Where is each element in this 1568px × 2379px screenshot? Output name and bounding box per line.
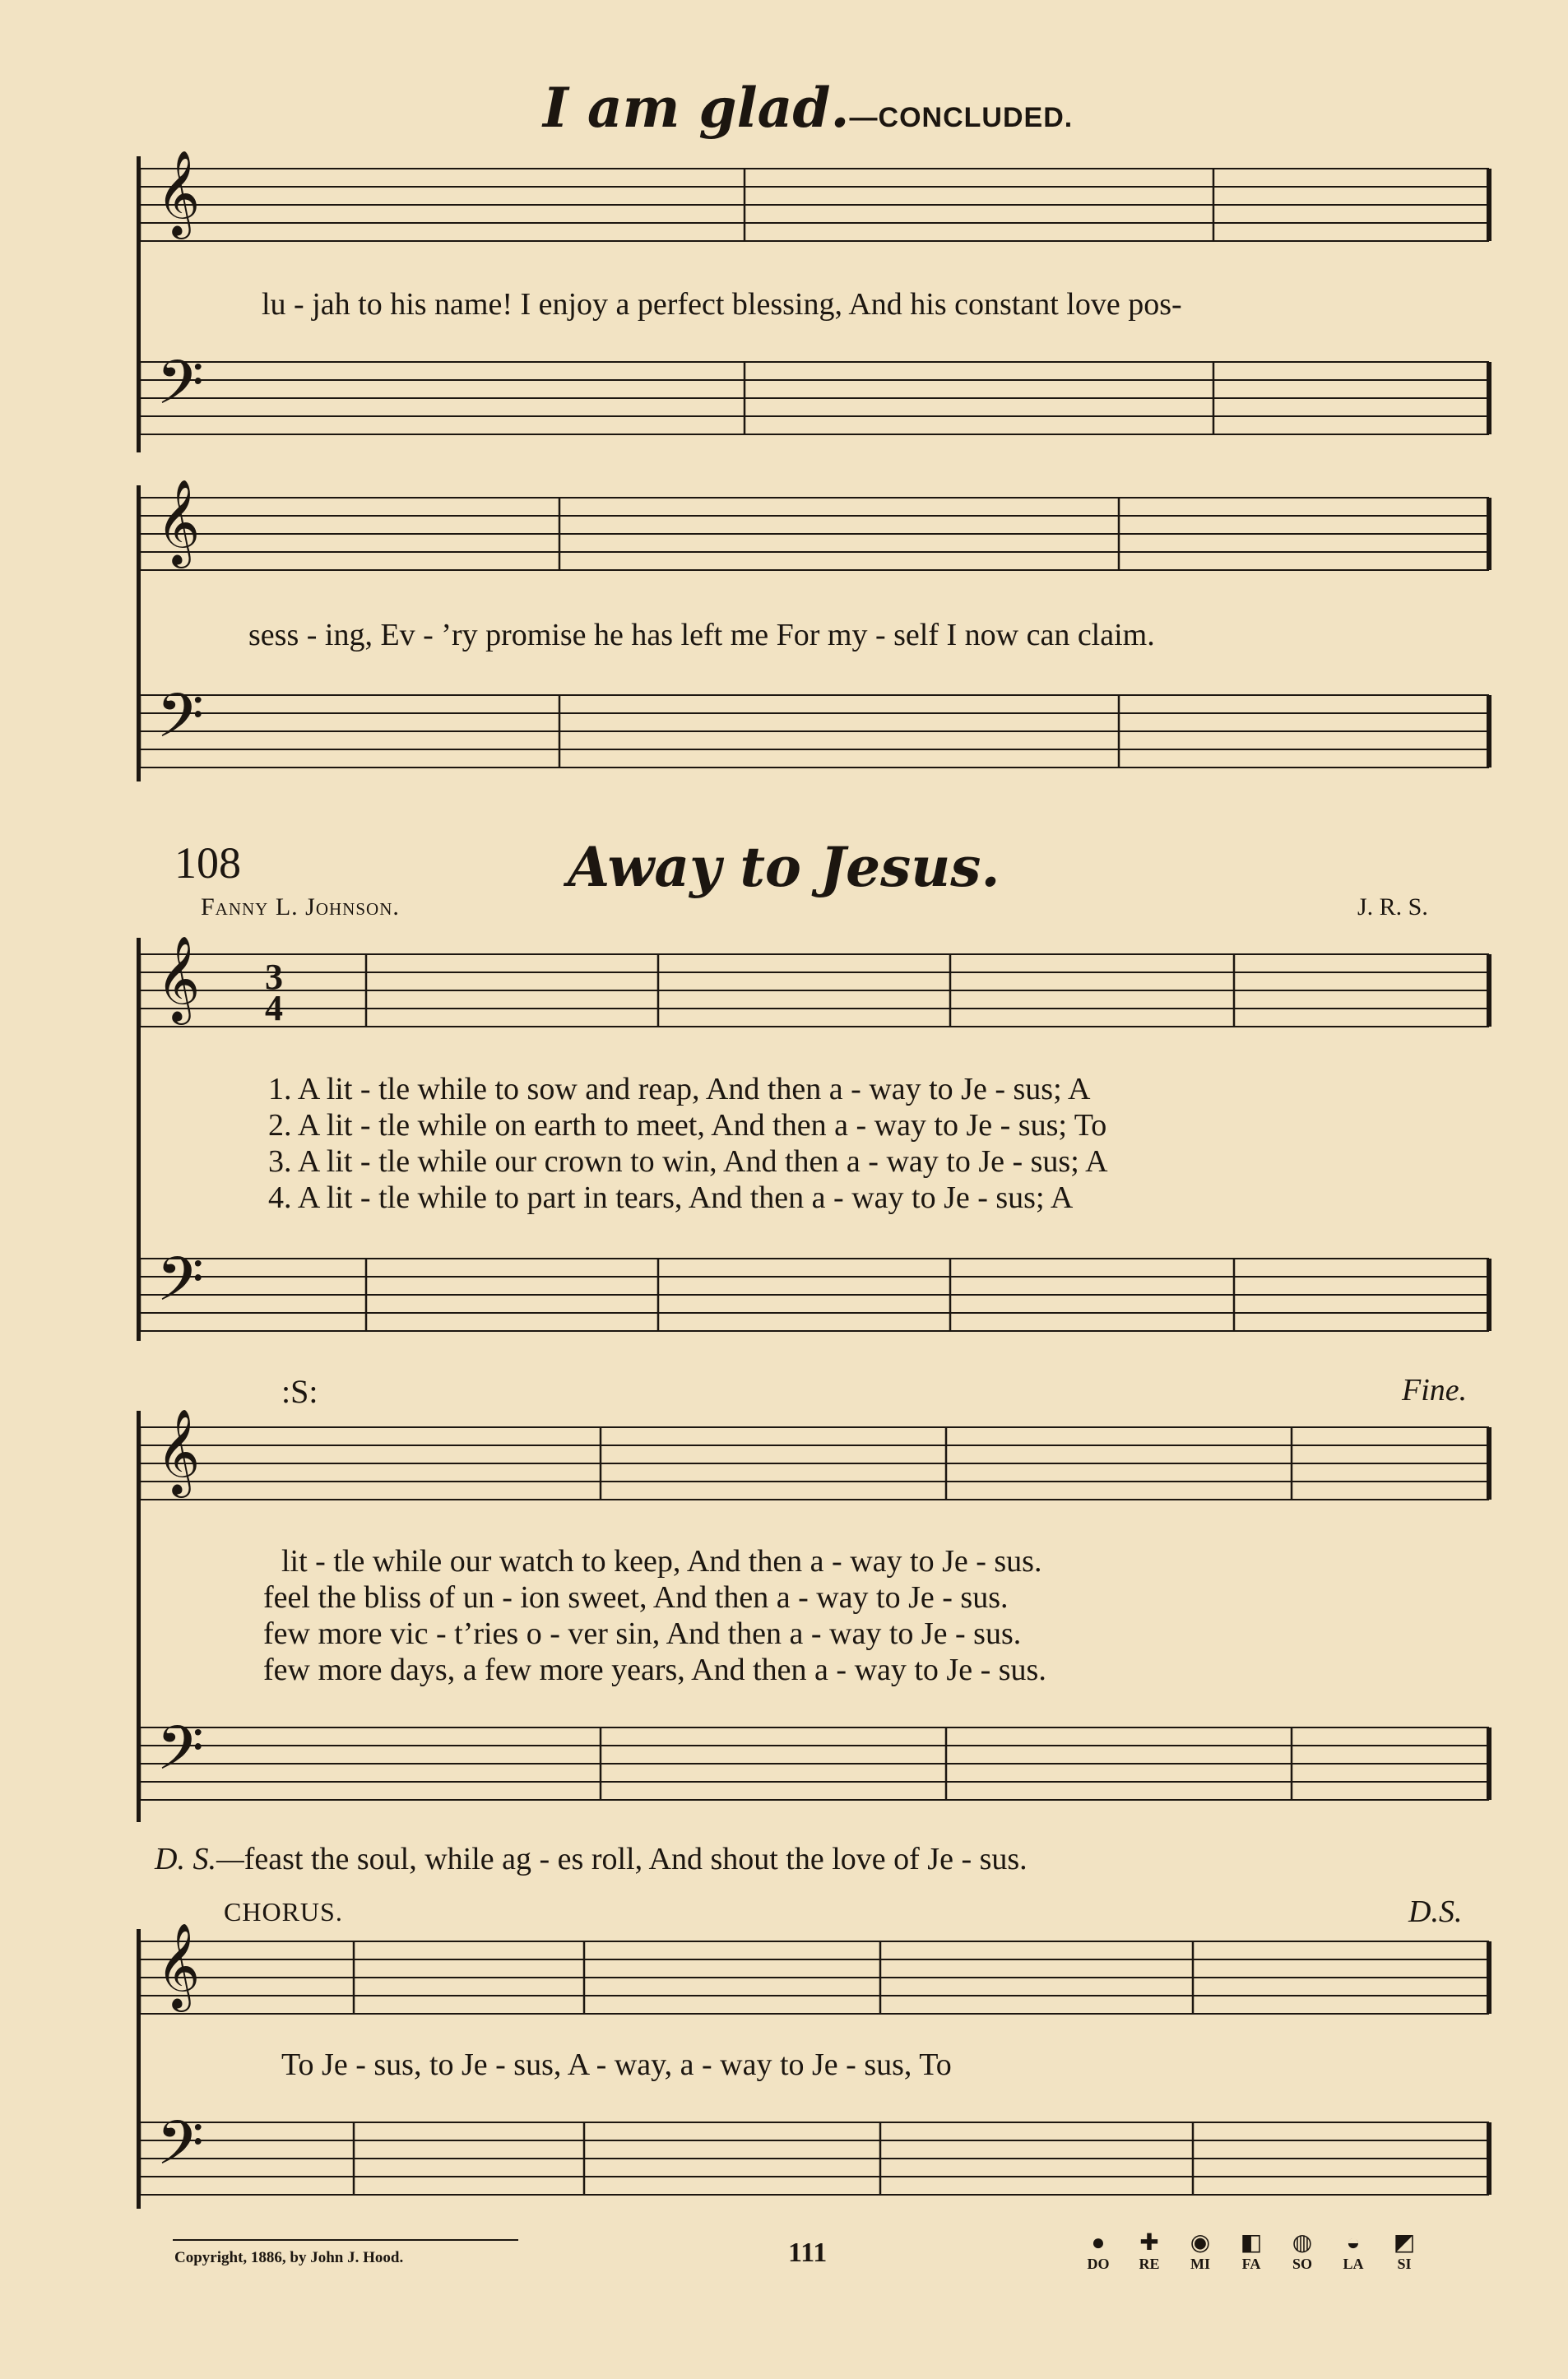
staff (140, 954, 1489, 1027)
verse-line: few more days, a few more years, And then a - way to Je - sus. (263, 1653, 1046, 1687)
fine-mark: Fine. (1402, 1373, 1468, 1407)
staff-lines (140, 498, 1489, 570)
bass-clef-icon: 𝄢 (156, 347, 204, 434)
bass-clef-icon: 𝄢 (156, 2108, 204, 2194)
staff (140, 362, 1489, 434)
composer-credit: J. R. S. (1357, 893, 1428, 921)
song1-lyric-line: lu - jah to his name! I enjoy a perfect blessing, And his constant love pos- (262, 287, 1182, 322)
mi-shape-icon: ◉ (1190, 2230, 1211, 2256)
bass-clef-icon: 𝄢 (156, 1713, 204, 1799)
staff-lines (140, 954, 1489, 1027)
staff (140, 498, 1489, 570)
ds-label: D. S.— (155, 1842, 244, 1876)
re-shape-icon: ✚ (1139, 2230, 1159, 2256)
time-signature-top: 3 (265, 957, 283, 997)
lyricist-credit: Fanny L. Johnson. (201, 893, 400, 921)
footer-rule (173, 2239, 518, 2241)
song1-lyric-line: sess - ing, Ev - ’ry promise he has left me For my - self I now can claim. (248, 618, 1155, 652)
staff-lines (140, 1727, 1489, 1800)
staff (140, 169, 1489, 241)
staff-lines (140, 1941, 1489, 2014)
staff (140, 1259, 1489, 1331)
bass-clef-icon: 𝄢 (156, 680, 204, 767)
song1-title-suffix: —CONCLUDED. (849, 102, 1074, 133)
staff (140, 1941, 1489, 2014)
treble-clef-icon: 𝄞 (156, 1408, 201, 1495)
song1-title-block (543, 76, 1073, 140)
ds-mark: D.S. (1408, 1894, 1463, 1929)
do-shape-icon: ● (1091, 2230, 1106, 2256)
fa-shape-icon: ◧ (1240, 2230, 1263, 2256)
chorus-label: CHORUS. (224, 1897, 343, 1927)
scale-note: ◒ LA (1333, 2231, 1374, 2273)
song2-title: Away to Jesus. (568, 835, 1000, 899)
scale-note: ◉ MI (1180, 2231, 1221, 2273)
la-shape-icon: ◒ (1346, 2230, 1361, 2256)
verse-line: 3. A lit - tle while our crown to win, And then a - way to Je - sus; A (268, 1144, 1108, 1179)
scale-note: ◍ SO (1282, 2231, 1323, 2273)
scale-note: ✚ RE (1129, 2231, 1170, 2273)
staff-lines (140, 1259, 1489, 1331)
staff-lines (140, 2122, 1489, 2195)
verse-line: few more vic - t’ries o - ver sin, And then a - way to Je - sus. (263, 1616, 1022, 1651)
verse-line: feel the bliss of un - ion sweet, And then a - way to Je - sus. (263, 1580, 1009, 1615)
treble-clef-icon: 𝄞 (156, 479, 201, 565)
verse-line: lit - tle while our watch to keep, And then a - way to Je - sus. (281, 1544, 1042, 1579)
staff (140, 1427, 1489, 1500)
page-number: 111 (788, 2238, 828, 2268)
staff-lines (140, 169, 1489, 241)
staff-lines (140, 695, 1489, 767)
staff-lines (140, 1427, 1489, 1500)
ds-lyric: feast the soul, while ag - es roll, And shout the love of Je - sus. (244, 1842, 1028, 1876)
copyright-notice: Copyright, 1886, by John J. Hood. (174, 2249, 404, 2266)
staff (140, 695, 1489, 767)
song1-title: I am glad. (543, 76, 850, 140)
chorus-lyric: To Je - sus, to Je - sus, A - way, a - way to Je - sus, To (281, 2047, 952, 2082)
verse-line: 4. A lit - tle while to part in tears, And then a - way to Je - sus; A (268, 1180, 1074, 1215)
treble-clef-icon: 𝄞 (156, 935, 201, 1022)
scale-note: ● DO (1078, 2231, 1119, 2273)
staff (140, 2122, 1489, 2195)
si-shape-icon: ◩ (1393, 2230, 1416, 2256)
bass-clef-icon: 𝄢 (156, 1244, 204, 1330)
staff (140, 1727, 1489, 1800)
staff-lines (140, 362, 1489, 434)
hymn-number: 108 (174, 838, 241, 888)
ds-lyric-block (155, 1841, 1028, 1877)
verse-line: 2. A lit - tle while on earth to meet, And then a - way to Je - sus; To (268, 1108, 1107, 1143)
treble-clef-icon: 𝄞 (156, 150, 201, 236)
scale-note: ◩ SI (1384, 2231, 1425, 2273)
so-shape-icon: ◍ (1292, 2230, 1313, 2256)
shape-note-legend (1078, 2231, 1425, 2273)
treble-clef-icon: 𝄞 (156, 1922, 201, 2009)
time-signature-bottom: 4 (265, 988, 283, 1028)
verse-line: 1. A lit - tle while to sow and reap, And then a - way to Je - sus; A (268, 1072, 1091, 1106)
segno-sign: :S: (281, 1373, 318, 1410)
scale-note: ◧ FA (1231, 2231, 1272, 2273)
